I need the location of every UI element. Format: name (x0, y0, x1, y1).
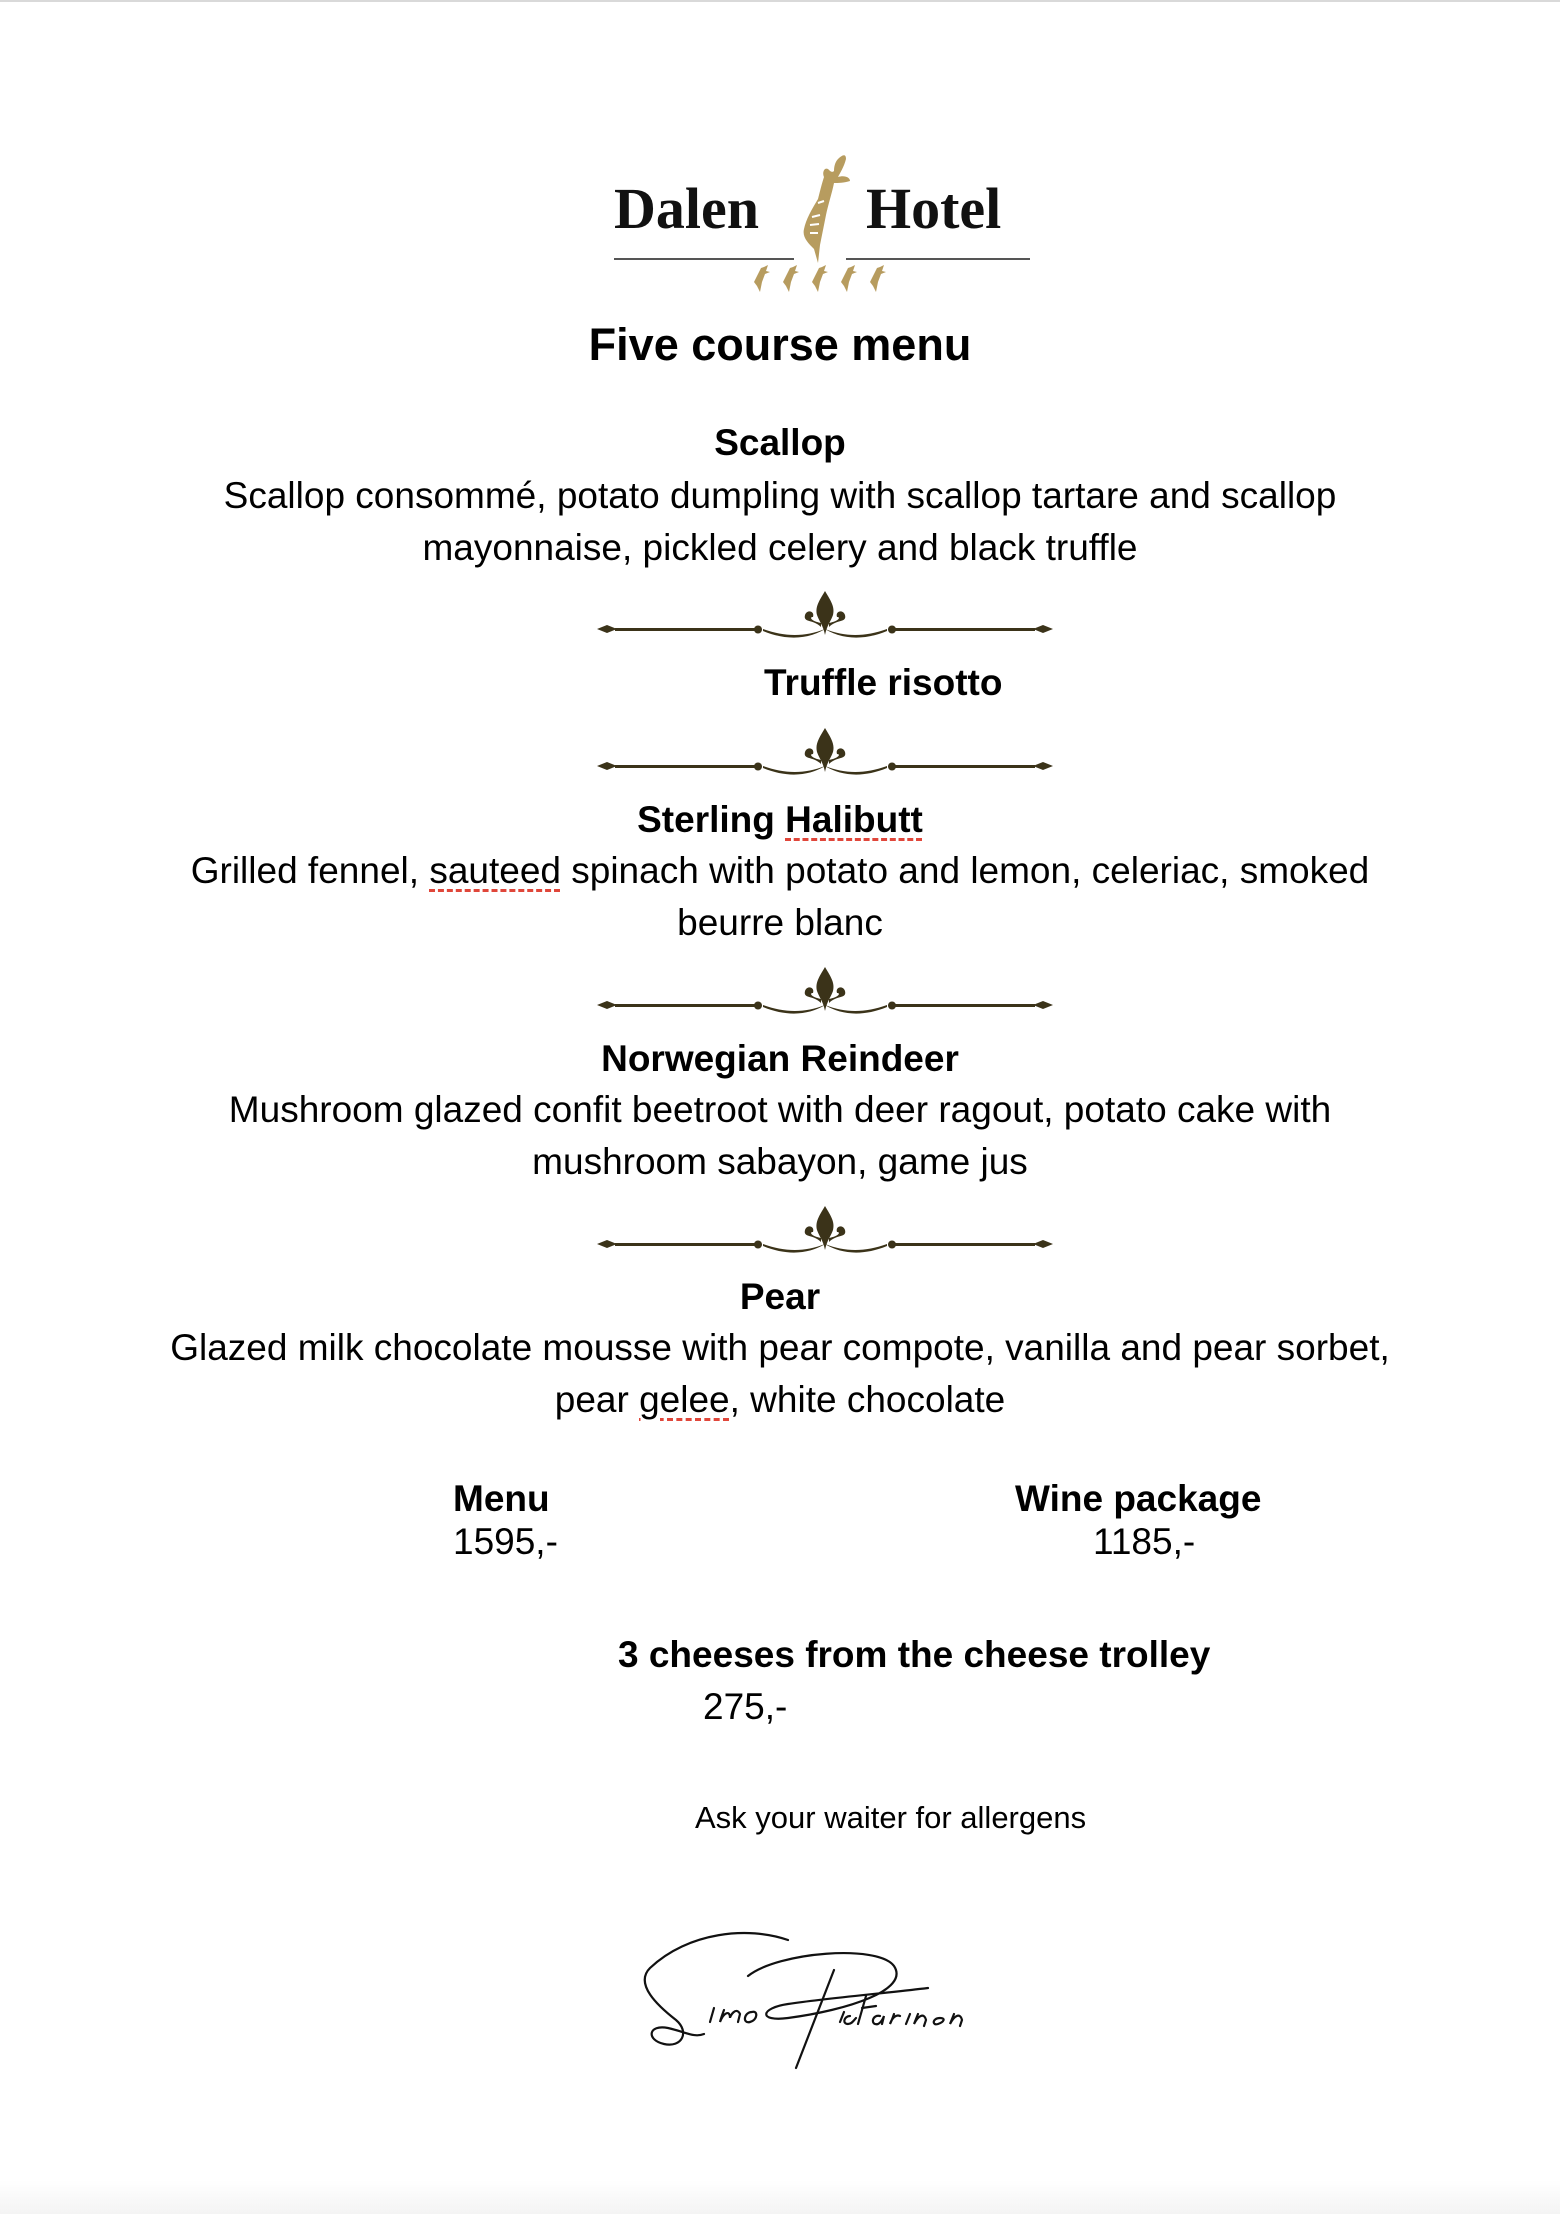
course-name-part: Sterling (637, 799, 786, 840)
chef-signature-icon (628, 1928, 998, 2073)
wine-package-price: 1185,- (1093, 1521, 1196, 1562)
course-name-norwegian-reindeer: Norwegian Reindeer (601, 1038, 959, 1079)
course-description-line: Scallop consommé, potato dumpling with scallop tartare and scallop (223, 475, 1337, 516)
ornamental-flourish-divider-icon (595, 726, 1055, 790)
spellcheck-flagged-word[interactable]: gelee (639, 1379, 730, 1420)
spellcheck-flagged-word[interactable]: sauteed (429, 850, 561, 891)
description-part: pear (554, 1379, 640, 1420)
allergen-note: Ask your waiter for allergens (695, 1800, 1087, 1835)
menu-price-label: Menu (453, 1478, 550, 1519)
course-description-line: beurre blanc (677, 902, 883, 943)
page-top-edge (0, 0, 1560, 2)
page-title: Five course menu (588, 319, 972, 370)
ornamental-flourish-divider-icon (595, 1204, 1055, 1268)
course-description-line: mayonnaise, pickled celery and black truffle (422, 527, 1138, 568)
course-name-pear: Pear (739, 1276, 821, 1317)
ornamental-divider (595, 1204, 1055, 1268)
description-part: , white chocolate (729, 1379, 1006, 1420)
description-part: spinach with potato and lemon, celeriac, smoked (560, 850, 1370, 891)
logo-word-left: Dalen (614, 176, 759, 241)
course-description-line: Glazed milk chocolate mousse with pear compote, vanilla and pear sorbet, (170, 1327, 1390, 1368)
logo-rule-right (846, 258, 1030, 260)
description-part: Grilled fennel, (190, 850, 430, 891)
menu-price: 1595,- (453, 1521, 558, 1562)
ornamental-flourish-divider-icon (595, 589, 1055, 653)
cheese-price: 275,- (703, 1686, 788, 1727)
reindeer-head-icon (798, 153, 858, 265)
course-name-sterling-halibutt (0, 796, 1560, 844)
ornamental-divider (595, 589, 1055, 653)
page-bottom-edge (0, 2180, 1560, 2214)
course-description-line: mushroom sabayon, game jus (532, 1141, 1028, 1182)
course-description-line (0, 845, 1560, 897)
logo-word-right: Hotel (866, 176, 1002, 241)
ornamental-divider (595, 726, 1055, 790)
course-description-line: Mushroom glazed confit beetroot with deer ragout, potato cake with (228, 1089, 1332, 1130)
hotel-logo (614, 155, 1030, 285)
course-description-line (0, 1374, 1560, 1426)
course-name-scallop: Scallop (714, 422, 846, 463)
ornamental-flourish-divider-icon (595, 965, 1055, 1029)
ornamental-divider (595, 965, 1055, 1029)
spellcheck-flagged-word[interactable]: Halibutt (785, 799, 923, 840)
five-reindeer-stars-icon (750, 265, 900, 295)
cheese-label: 3 cheeses from the cheese trolley (618, 1634, 1211, 1675)
course-name-truffle-risotto: Truffle risotto (764, 662, 1003, 703)
wine-package-label: Wine package (1015, 1478, 1262, 1519)
logo-rule-left (614, 258, 794, 260)
